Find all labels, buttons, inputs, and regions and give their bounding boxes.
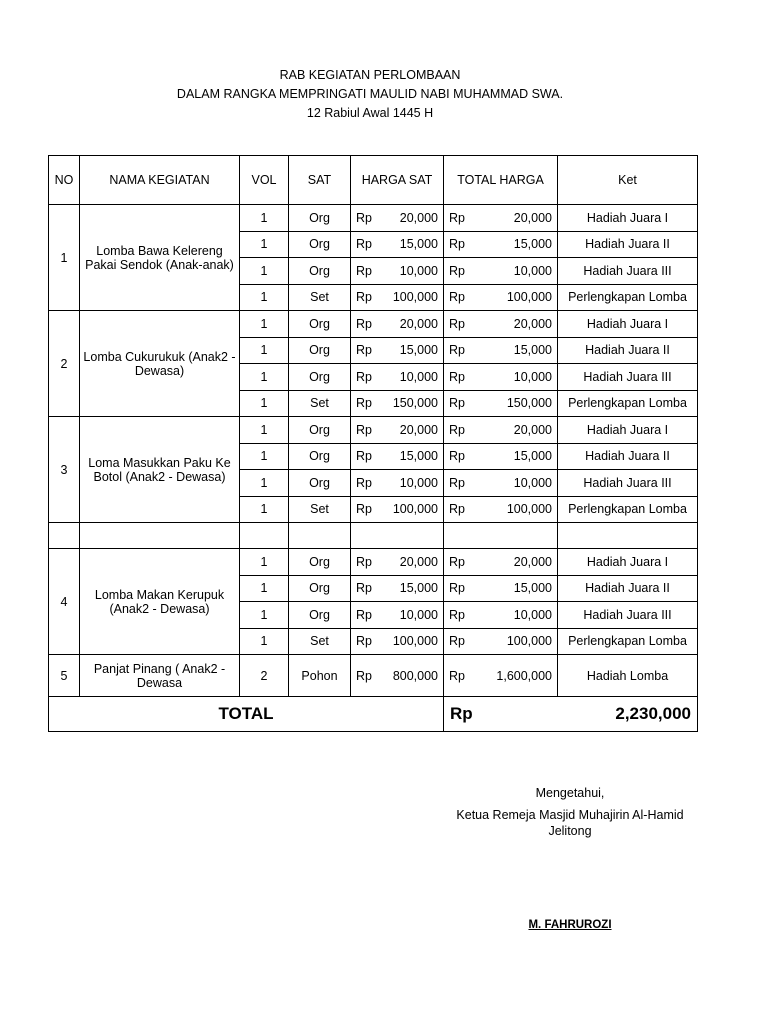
total-amount: 2,230,000 xyxy=(615,704,691,723)
total-price-cell xyxy=(444,549,558,576)
unit-price-cell xyxy=(351,337,444,364)
currency-symbol: Rp xyxy=(449,581,465,596)
signatory-role: Ketua Remeja Masjid Muhajirin Al-Hamid Jelitong xyxy=(456,808,684,838)
total-price-cell xyxy=(444,258,558,285)
amount: 100,000 xyxy=(392,502,438,517)
volume-cell: 1 xyxy=(240,628,289,655)
volume-cell: 1 xyxy=(240,205,289,232)
activity-name: Loma Masukkan Paku Ke Botol (Anak2 - Dewasa) xyxy=(80,417,240,523)
total-amount-cell xyxy=(444,697,698,732)
unit-price-cell xyxy=(351,575,444,602)
total-price-cell xyxy=(444,496,558,523)
currency-symbol: Rp xyxy=(356,263,372,278)
currency-amount xyxy=(351,370,443,384)
currency-amount xyxy=(444,449,557,463)
empty-cell xyxy=(289,523,351,549)
currency-symbol: Rp xyxy=(356,634,372,649)
unit-cell: Org xyxy=(289,258,351,285)
row-number: 1 xyxy=(49,205,80,311)
document-title: RAB KEGIATAN PERLOMBAAN xyxy=(279,68,461,82)
note-cell: Hadiah Juara III xyxy=(558,470,698,497)
amount: 20,000 xyxy=(513,316,552,331)
table-row xyxy=(49,417,698,444)
currency-symbol: Rp xyxy=(449,237,465,252)
amount: 15,000 xyxy=(513,581,552,596)
volume-cell: 1 xyxy=(240,575,289,602)
signatory-name: M. FAHRUROZI xyxy=(528,919,612,931)
currency-amount xyxy=(351,608,443,622)
currency-symbol: Rp xyxy=(449,475,465,490)
currency-symbol: Rp xyxy=(356,290,372,305)
total-price-cell xyxy=(444,655,558,697)
currency-amount xyxy=(351,396,443,410)
currency-symbol: Rp xyxy=(449,369,465,384)
currency-amount xyxy=(351,449,443,463)
amount: 15,000 xyxy=(513,343,552,358)
volume-cell: 1 xyxy=(240,311,289,338)
unit-cell: Org xyxy=(289,205,351,232)
unit-price-cell xyxy=(351,496,444,523)
amount: 150,000 xyxy=(392,396,438,411)
note-cell: Perlengkapan Lomba xyxy=(558,284,698,311)
currency-amount xyxy=(444,290,557,304)
empty-cell xyxy=(558,523,698,549)
note-cell: Perlengkapan Lomba xyxy=(558,628,698,655)
amount: 100,000 xyxy=(506,290,552,305)
currency-symbol: Rp xyxy=(356,343,372,358)
unit-price-cell xyxy=(351,549,444,576)
unit-cell: Org xyxy=(289,417,351,444)
total-label: TOTAL xyxy=(49,697,444,732)
unit-price-cell xyxy=(351,205,444,232)
unit-cell: Org xyxy=(289,549,351,576)
unit-price-cell xyxy=(351,417,444,444)
currency-amount xyxy=(444,343,557,357)
amount: 15,000 xyxy=(513,449,552,464)
currency-amount xyxy=(351,581,443,595)
currency-amount xyxy=(351,555,443,569)
activity-name: Lomba Bawa Kelereng Pakai Sendok (Anak-anak) xyxy=(80,205,240,311)
column-header: HARGA SAT xyxy=(351,156,444,205)
currency-symbol: Rp xyxy=(449,290,465,305)
empty-cell xyxy=(49,523,80,549)
amount: 15,000 xyxy=(399,343,438,358)
table-row xyxy=(49,549,698,576)
volume-cell: 1 xyxy=(240,470,289,497)
currency-amount xyxy=(444,669,557,683)
amount: 20,000 xyxy=(399,316,438,331)
unit-cell: Org xyxy=(289,575,351,602)
unit-price-cell xyxy=(351,390,444,417)
volume-cell: 1 xyxy=(240,284,289,311)
unit-cell: Org xyxy=(289,602,351,629)
volume-cell: 1 xyxy=(240,337,289,364)
amount: 800,000 xyxy=(392,668,438,683)
note-cell: Hadiah Juara I xyxy=(558,549,698,576)
amount: 150,000 xyxy=(506,396,552,411)
currency-symbol: Rp xyxy=(449,449,465,464)
currency-amount xyxy=(444,608,557,622)
currency-amount xyxy=(444,423,557,437)
volume-cell: 2 xyxy=(240,655,289,697)
currency-symbol: Rp xyxy=(356,554,372,569)
volume-cell: 1 xyxy=(240,258,289,285)
column-header: NO xyxy=(49,156,80,205)
document-date: 12 Rabiul Awal 1445 H xyxy=(306,106,434,120)
unit-price-cell xyxy=(351,231,444,258)
total-price-cell xyxy=(444,417,558,444)
column-header: VOL xyxy=(240,156,289,205)
amount: 100,000 xyxy=(506,634,552,649)
currency-amount xyxy=(444,264,557,278)
amount: 1,600,000 xyxy=(496,668,552,683)
note-cell: Perlengkapan Lomba xyxy=(558,390,698,417)
row-number: 5 xyxy=(49,655,80,697)
amount: 10,000 xyxy=(399,607,438,622)
amount: 20,000 xyxy=(399,554,438,569)
total-price-cell xyxy=(444,311,558,338)
acknowledgement-text: Mengetahui, xyxy=(535,786,605,800)
column-header: SAT xyxy=(289,156,351,205)
currency-symbol: Rp xyxy=(449,343,465,358)
unit-cell: Org xyxy=(289,231,351,258)
document-subtitle: DALAM RANGKA MEMPRINGATI MAULID NABI MUHAMMAD SWA. xyxy=(176,87,564,101)
amount: 15,000 xyxy=(399,449,438,464)
empty-cell xyxy=(240,523,289,549)
currency-amount xyxy=(444,502,557,516)
row-number: 3 xyxy=(49,417,80,523)
note-cell: Hadiah Juara I xyxy=(558,205,698,232)
amount: 100,000 xyxy=(392,290,438,305)
currency-amount xyxy=(351,634,443,648)
currency-symbol: Rp xyxy=(449,210,465,225)
currency-symbol: Rp xyxy=(356,502,372,517)
currency-symbol: Rp xyxy=(356,607,372,622)
activity-name: Lomba Cukurukuk (Anak2 - Dewasa) xyxy=(80,311,240,417)
total-price-cell xyxy=(444,628,558,655)
table-row xyxy=(49,655,698,697)
currency-symbol: Rp xyxy=(356,316,372,331)
amount: 15,000 xyxy=(513,237,552,252)
amount: 15,000 xyxy=(399,237,438,252)
currency-amount xyxy=(351,264,443,278)
currency-symbol: Rp xyxy=(449,554,465,569)
total-price-cell xyxy=(444,575,558,602)
row-number: 4 xyxy=(49,549,80,655)
note-cell: Hadiah Juara I xyxy=(558,311,698,338)
currency-amount xyxy=(444,211,557,225)
table-row xyxy=(49,311,698,338)
total-row xyxy=(49,697,698,732)
currency-symbol: Rp xyxy=(356,475,372,490)
unit-price-cell xyxy=(351,258,444,285)
column-header: NAMA KEGIATAN xyxy=(80,156,240,205)
currency-symbol: Rp xyxy=(356,210,372,225)
table-body xyxy=(49,205,698,732)
amount: 10,000 xyxy=(513,475,552,490)
currency-amount xyxy=(444,634,557,648)
total-price-cell xyxy=(444,364,558,391)
note-cell: Hadiah Juara II xyxy=(558,443,698,470)
currency-amount xyxy=(351,423,443,437)
amount: 10,000 xyxy=(399,369,438,384)
unit-cell: Org xyxy=(289,364,351,391)
unit-price-cell xyxy=(351,628,444,655)
amount: 20,000 xyxy=(399,210,438,225)
currency-amount xyxy=(351,317,443,331)
currency-amount xyxy=(351,502,443,516)
volume-cell: 1 xyxy=(240,231,289,258)
volume-cell: 1 xyxy=(240,390,289,417)
note-cell: Hadiah Juara III xyxy=(558,602,698,629)
note-cell: Hadiah Lomba xyxy=(558,655,698,697)
unit-cell: Org xyxy=(289,311,351,338)
currency-amount xyxy=(444,237,557,251)
currency-symbol: Rp xyxy=(356,668,372,683)
currency-amount xyxy=(351,476,443,490)
unit-price-cell xyxy=(351,443,444,470)
currency-symbol: Rp xyxy=(449,634,465,649)
currency-amount xyxy=(444,317,557,331)
amount: 10,000 xyxy=(399,263,438,278)
total-price-cell xyxy=(444,470,558,497)
unit-cell: Pohon xyxy=(289,655,351,697)
unit-cell: Set xyxy=(289,496,351,523)
currency-symbol: Rp xyxy=(356,422,372,437)
currency-amount xyxy=(444,396,557,410)
currency-amount xyxy=(351,237,443,251)
total-price-cell xyxy=(444,284,558,311)
amount: 100,000 xyxy=(506,502,552,517)
currency-amount xyxy=(351,290,443,304)
currency-symbol: Rp xyxy=(450,704,473,723)
column-header: TOTAL HARGA xyxy=(444,156,558,205)
volume-cell: 1 xyxy=(240,443,289,470)
volume-cell: 1 xyxy=(240,417,289,444)
currency-amount xyxy=(444,555,557,569)
amount: 20,000 xyxy=(513,422,552,437)
currency-symbol: Rp xyxy=(356,449,372,464)
empty-cell xyxy=(351,523,444,549)
unit-cell: Set xyxy=(289,390,351,417)
note-cell: Hadiah Juara II xyxy=(558,575,698,602)
total-price-cell xyxy=(444,602,558,629)
currency-amount xyxy=(351,343,443,357)
currency-symbol: Rp xyxy=(449,668,465,683)
unit-price-cell xyxy=(351,655,444,697)
currency-symbol: Rp xyxy=(449,396,465,411)
currency-symbol: Rp xyxy=(356,396,372,411)
currency-amount xyxy=(444,370,557,384)
row-number: 2 xyxy=(49,311,80,417)
currency-symbol: Rp xyxy=(449,422,465,437)
note-cell: Hadiah Juara III xyxy=(558,364,698,391)
amount: 20,000 xyxy=(513,554,552,569)
amount: 10,000 xyxy=(513,263,552,278)
volume-cell: 1 xyxy=(240,602,289,629)
activity-name: Lomba Makan Kerupuk (Anak2 - Dewasa) xyxy=(80,549,240,655)
note-cell: Hadiah Juara II xyxy=(558,231,698,258)
column-header: Ket xyxy=(558,156,698,205)
currency-amount xyxy=(351,669,443,683)
table-row xyxy=(49,205,698,232)
table-header-row xyxy=(49,156,698,205)
unit-cell: Set xyxy=(289,628,351,655)
unit-cell: Org xyxy=(289,470,351,497)
unit-price-cell xyxy=(351,311,444,338)
unit-cell: Org xyxy=(289,337,351,364)
empty-cell xyxy=(80,523,240,549)
volume-cell: 1 xyxy=(240,549,289,576)
amount: 10,000 xyxy=(399,475,438,490)
currency-symbol: Rp xyxy=(449,316,465,331)
note-cell: Hadiah Juara II xyxy=(558,337,698,364)
amount: 10,000 xyxy=(513,607,552,622)
unit-price-cell xyxy=(351,284,444,311)
total-price-cell xyxy=(444,231,558,258)
total-price-cell xyxy=(444,390,558,417)
total-price-cell xyxy=(444,205,558,232)
unit-cell: Set xyxy=(289,284,351,311)
unit-cell: Org xyxy=(289,443,351,470)
unit-price-cell xyxy=(351,470,444,497)
currency-amount xyxy=(444,476,557,490)
note-cell: Hadiah Juara III xyxy=(558,258,698,285)
volume-cell: 1 xyxy=(240,364,289,391)
currency-symbol: Rp xyxy=(356,581,372,596)
empty-cell xyxy=(444,523,558,549)
currency-amount xyxy=(444,581,557,595)
currency-symbol: Rp xyxy=(449,502,465,517)
total-price-cell xyxy=(444,443,558,470)
note-cell: Hadiah Juara I xyxy=(558,417,698,444)
amount: 100,000 xyxy=(392,634,438,649)
amount: 10,000 xyxy=(513,369,552,384)
activity-name: Panjat Pinang ( Anak2 - Dewasa xyxy=(80,655,240,697)
unit-price-cell xyxy=(351,602,444,629)
empty-row xyxy=(49,523,698,549)
note-cell: Perlengkapan Lomba xyxy=(558,496,698,523)
currency-symbol: Rp xyxy=(449,607,465,622)
currency-symbol: Rp xyxy=(449,263,465,278)
amount: 20,000 xyxy=(513,210,552,225)
amount: 15,000 xyxy=(399,581,438,596)
total-price-cell xyxy=(444,337,558,364)
currency-symbol: Rp xyxy=(356,369,372,384)
volume-cell: 1 xyxy=(240,496,289,523)
currency-symbol: Rp xyxy=(356,237,372,252)
budget-table xyxy=(48,155,698,732)
currency-amount xyxy=(351,211,443,225)
unit-price-cell xyxy=(351,364,444,391)
document-header xyxy=(0,66,740,123)
currency-amount xyxy=(444,704,697,724)
amount: 20,000 xyxy=(399,422,438,437)
